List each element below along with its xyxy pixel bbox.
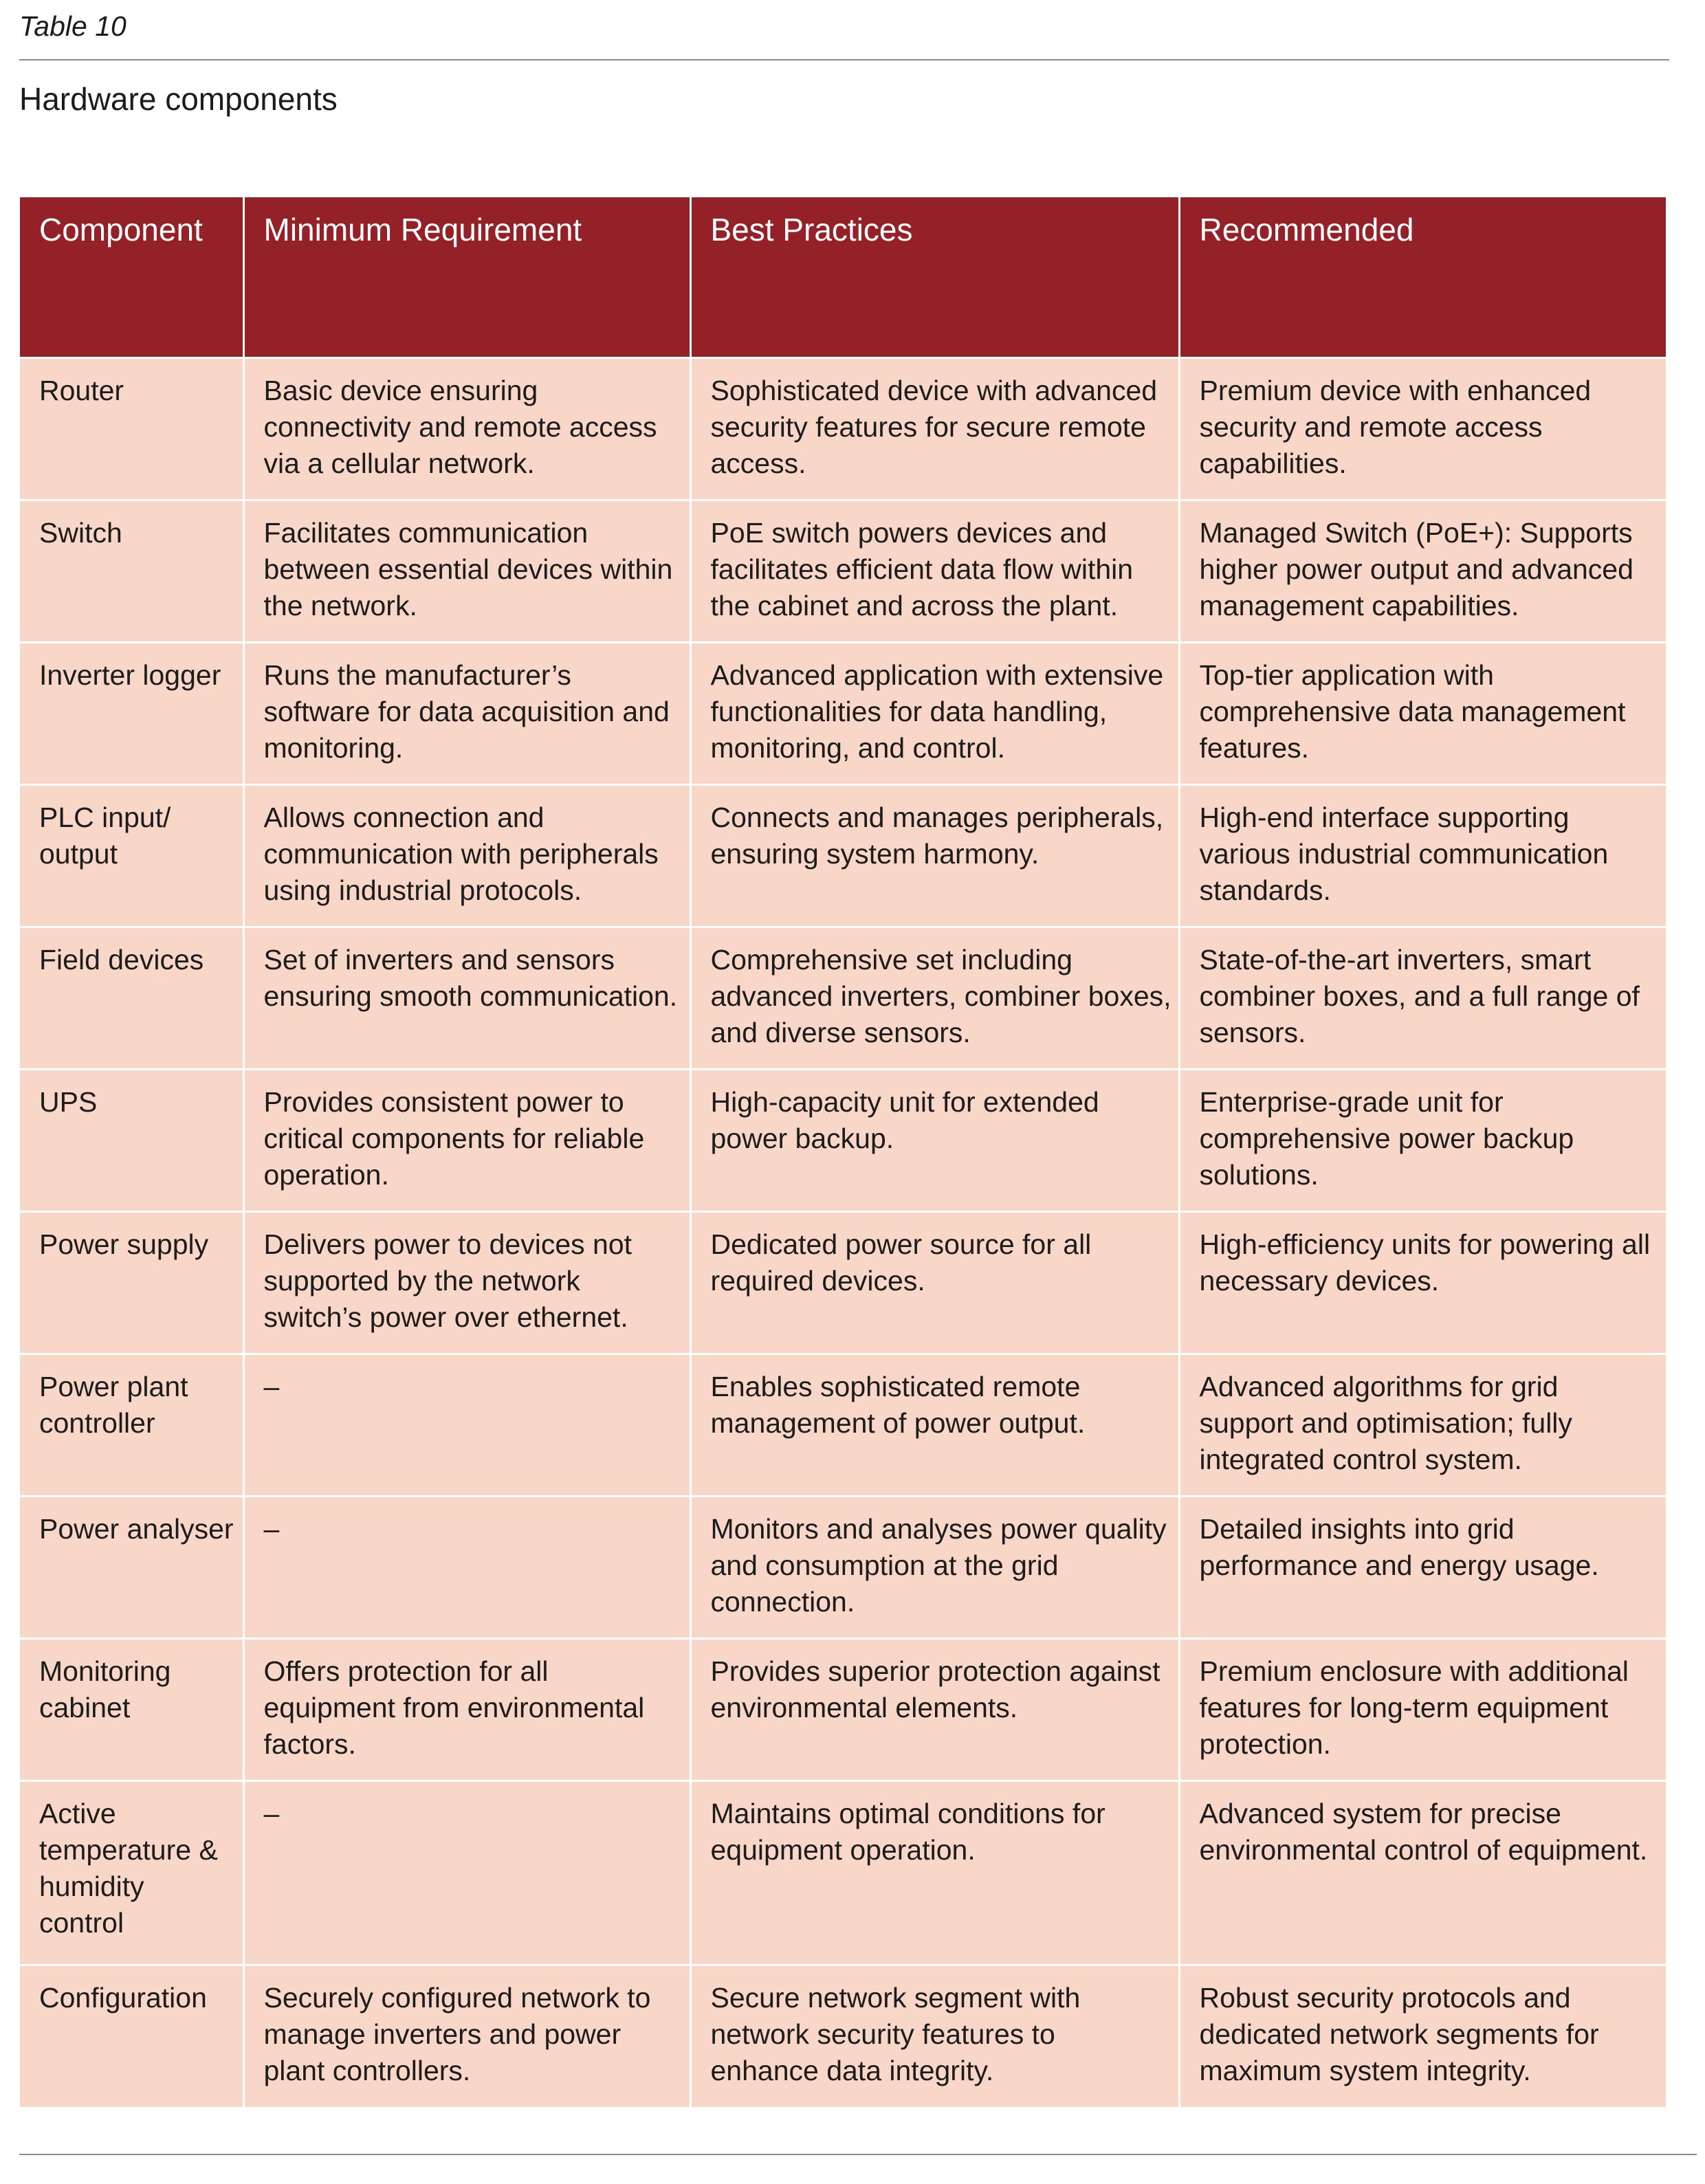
cell-component: Configuration	[20, 1965, 243, 2107]
header-best-practices: Best Practices	[690, 197, 1179, 357]
table-row	[20, 642, 1666, 784]
cell-minimum-requirement: –	[243, 1354, 690, 1496]
cell-component: Power analyser	[20, 1496, 243, 1638]
cell-component: Active temperature & humidity control	[20, 1780, 243, 1965]
hardware-components-table	[20, 197, 1666, 2107]
cell-recommended: Top-tier application with comprehensive data management features.	[1179, 642, 1666, 784]
cell-minimum-requirement: Offers protection for all equipment from environmental factors.	[243, 1638, 690, 1780]
bottom-divider	[19, 2154, 1697, 2155]
cell-component: Field devices	[20, 927, 243, 1069]
cell-component: Inverter logger	[20, 642, 243, 784]
table-row	[20, 1496, 1666, 1638]
table-row	[20, 1780, 1666, 1965]
cell-recommended: High-efficiency units for powering all necessary devices.	[1179, 1211, 1666, 1354]
table-header-row	[20, 197, 1666, 357]
table-row	[20, 1638, 1666, 1780]
cell-recommended: Premium enclosure with additional features for long-term equipment protection.	[1179, 1638, 1666, 1780]
cell-recommended: Advanced system for precise environmental control of equipment.	[1179, 1780, 1666, 1965]
table-row	[20, 927, 1666, 1069]
table-number: Table 10	[19, 10, 126, 42]
cell-recommended: High-end interface supporting various industrial communication standards.	[1179, 784, 1666, 927]
cell-best-practices: PoE switch powers devices and facilitates efficient data flow within the cabinet and across the plant.	[690, 500, 1179, 642]
cell-best-practices: Enables sophisticated remote management of power output.	[690, 1354, 1179, 1496]
cell-best-practices: Connects and manages peripherals, ensuring system harmony.	[690, 784, 1179, 927]
cell-recommended: Premium device with enhanced security and remote access capabilities.	[1179, 357, 1666, 500]
table-row	[20, 784, 1666, 927]
cell-minimum-requirement: Provides consistent power to critical components for reliable operation.	[243, 1069, 690, 1211]
cell-component: Power supply	[20, 1211, 243, 1354]
header-recommended: Recommended	[1179, 197, 1666, 357]
cell-minimum-requirement: Securely configured network to manage inverters and power plant controllers.	[243, 1965, 690, 2107]
table-row	[20, 1069, 1666, 1211]
top-divider	[19, 59, 1669, 60]
cell-best-practices: Maintains optimal conditions for equipment operation.	[690, 1780, 1179, 1965]
cell-minimum-requirement: –	[243, 1496, 690, 1638]
header-minimum-requirement: Minimum Requirement	[243, 197, 690, 357]
cell-recommended: Detailed insights into grid performance and energy usage.	[1179, 1496, 1666, 1638]
cell-best-practices: High-capacity unit for extended power backup.	[690, 1069, 1179, 1211]
table-row	[20, 1354, 1666, 1496]
cell-component: Switch	[20, 500, 243, 642]
cell-recommended: Advanced algorithms for grid support and optimisation; fully integrated control system.	[1179, 1354, 1666, 1496]
table-row	[20, 357, 1666, 500]
cell-recommended: Enterprise-grade unit for comprehensive power backup solutions.	[1179, 1069, 1666, 1211]
cell-minimum-requirement: –	[243, 1780, 690, 1965]
cell-best-practices: Monitors and analyses power quality and consumption at the grid connection.	[690, 1496, 1179, 1638]
cell-minimum-requirement: Facilitates communication between essential devices within the network.	[243, 500, 690, 642]
cell-best-practices: Dedicated power source for all required devices.	[690, 1211, 1179, 1354]
cell-best-practices: Advanced application with extensive functionalities for data handling, monitoring, and control.	[690, 642, 1179, 784]
table-row	[20, 1211, 1666, 1354]
cell-best-practices: Sophisticated device with advanced security features for secure remote access.	[690, 357, 1179, 500]
cell-minimum-requirement: Runs the manufacturer’s software for data acquisition and monitoring.	[243, 642, 690, 784]
cell-component: Monitoring cabinet	[20, 1638, 243, 1780]
table-row	[20, 500, 1666, 642]
cell-best-practices: Comprehensive set including advanced inverters, combiner boxes, and diverse sensors.	[690, 927, 1179, 1069]
cell-best-practices: Provides superior protection against environmental elements.	[690, 1638, 1179, 1780]
cell-component: UPS	[20, 1069, 243, 1211]
cell-minimum-requirement: Set of inverters and sensors ensuring smooth communication.	[243, 927, 690, 1069]
cell-component: PLC input/ output	[20, 784, 243, 927]
header-component: Component	[20, 197, 243, 357]
cell-best-practices: Secure network segment with network security features to enhance data integrity.	[690, 1965, 1179, 2107]
table-title: Hardware components	[19, 81, 338, 117]
cell-minimum-requirement: Allows connection and communication with peripherals using industrial protocols.	[243, 784, 690, 927]
cell-recommended: Robust security protocols and dedicated network segments for maximum system integrity.	[1179, 1965, 1666, 2107]
cell-minimum-requirement: Delivers power to devices not supported by the network switch’s power over ethernet.	[243, 1211, 690, 1354]
cell-component: Power plant controller	[20, 1354, 243, 1496]
cell-recommended: Managed Switch (PoE+): Supports higher power output and advanced management capabilities.	[1179, 500, 1666, 642]
cell-component: Router	[20, 357, 243, 500]
table-row	[20, 1965, 1666, 2107]
cell-minimum-requirement: Basic device ensuring connectivity and remote access via a cellular network.	[243, 357, 690, 500]
cell-recommended: State-of-the-art inverters, smart combiner boxes, and a full range of sensors.	[1179, 927, 1666, 1069]
